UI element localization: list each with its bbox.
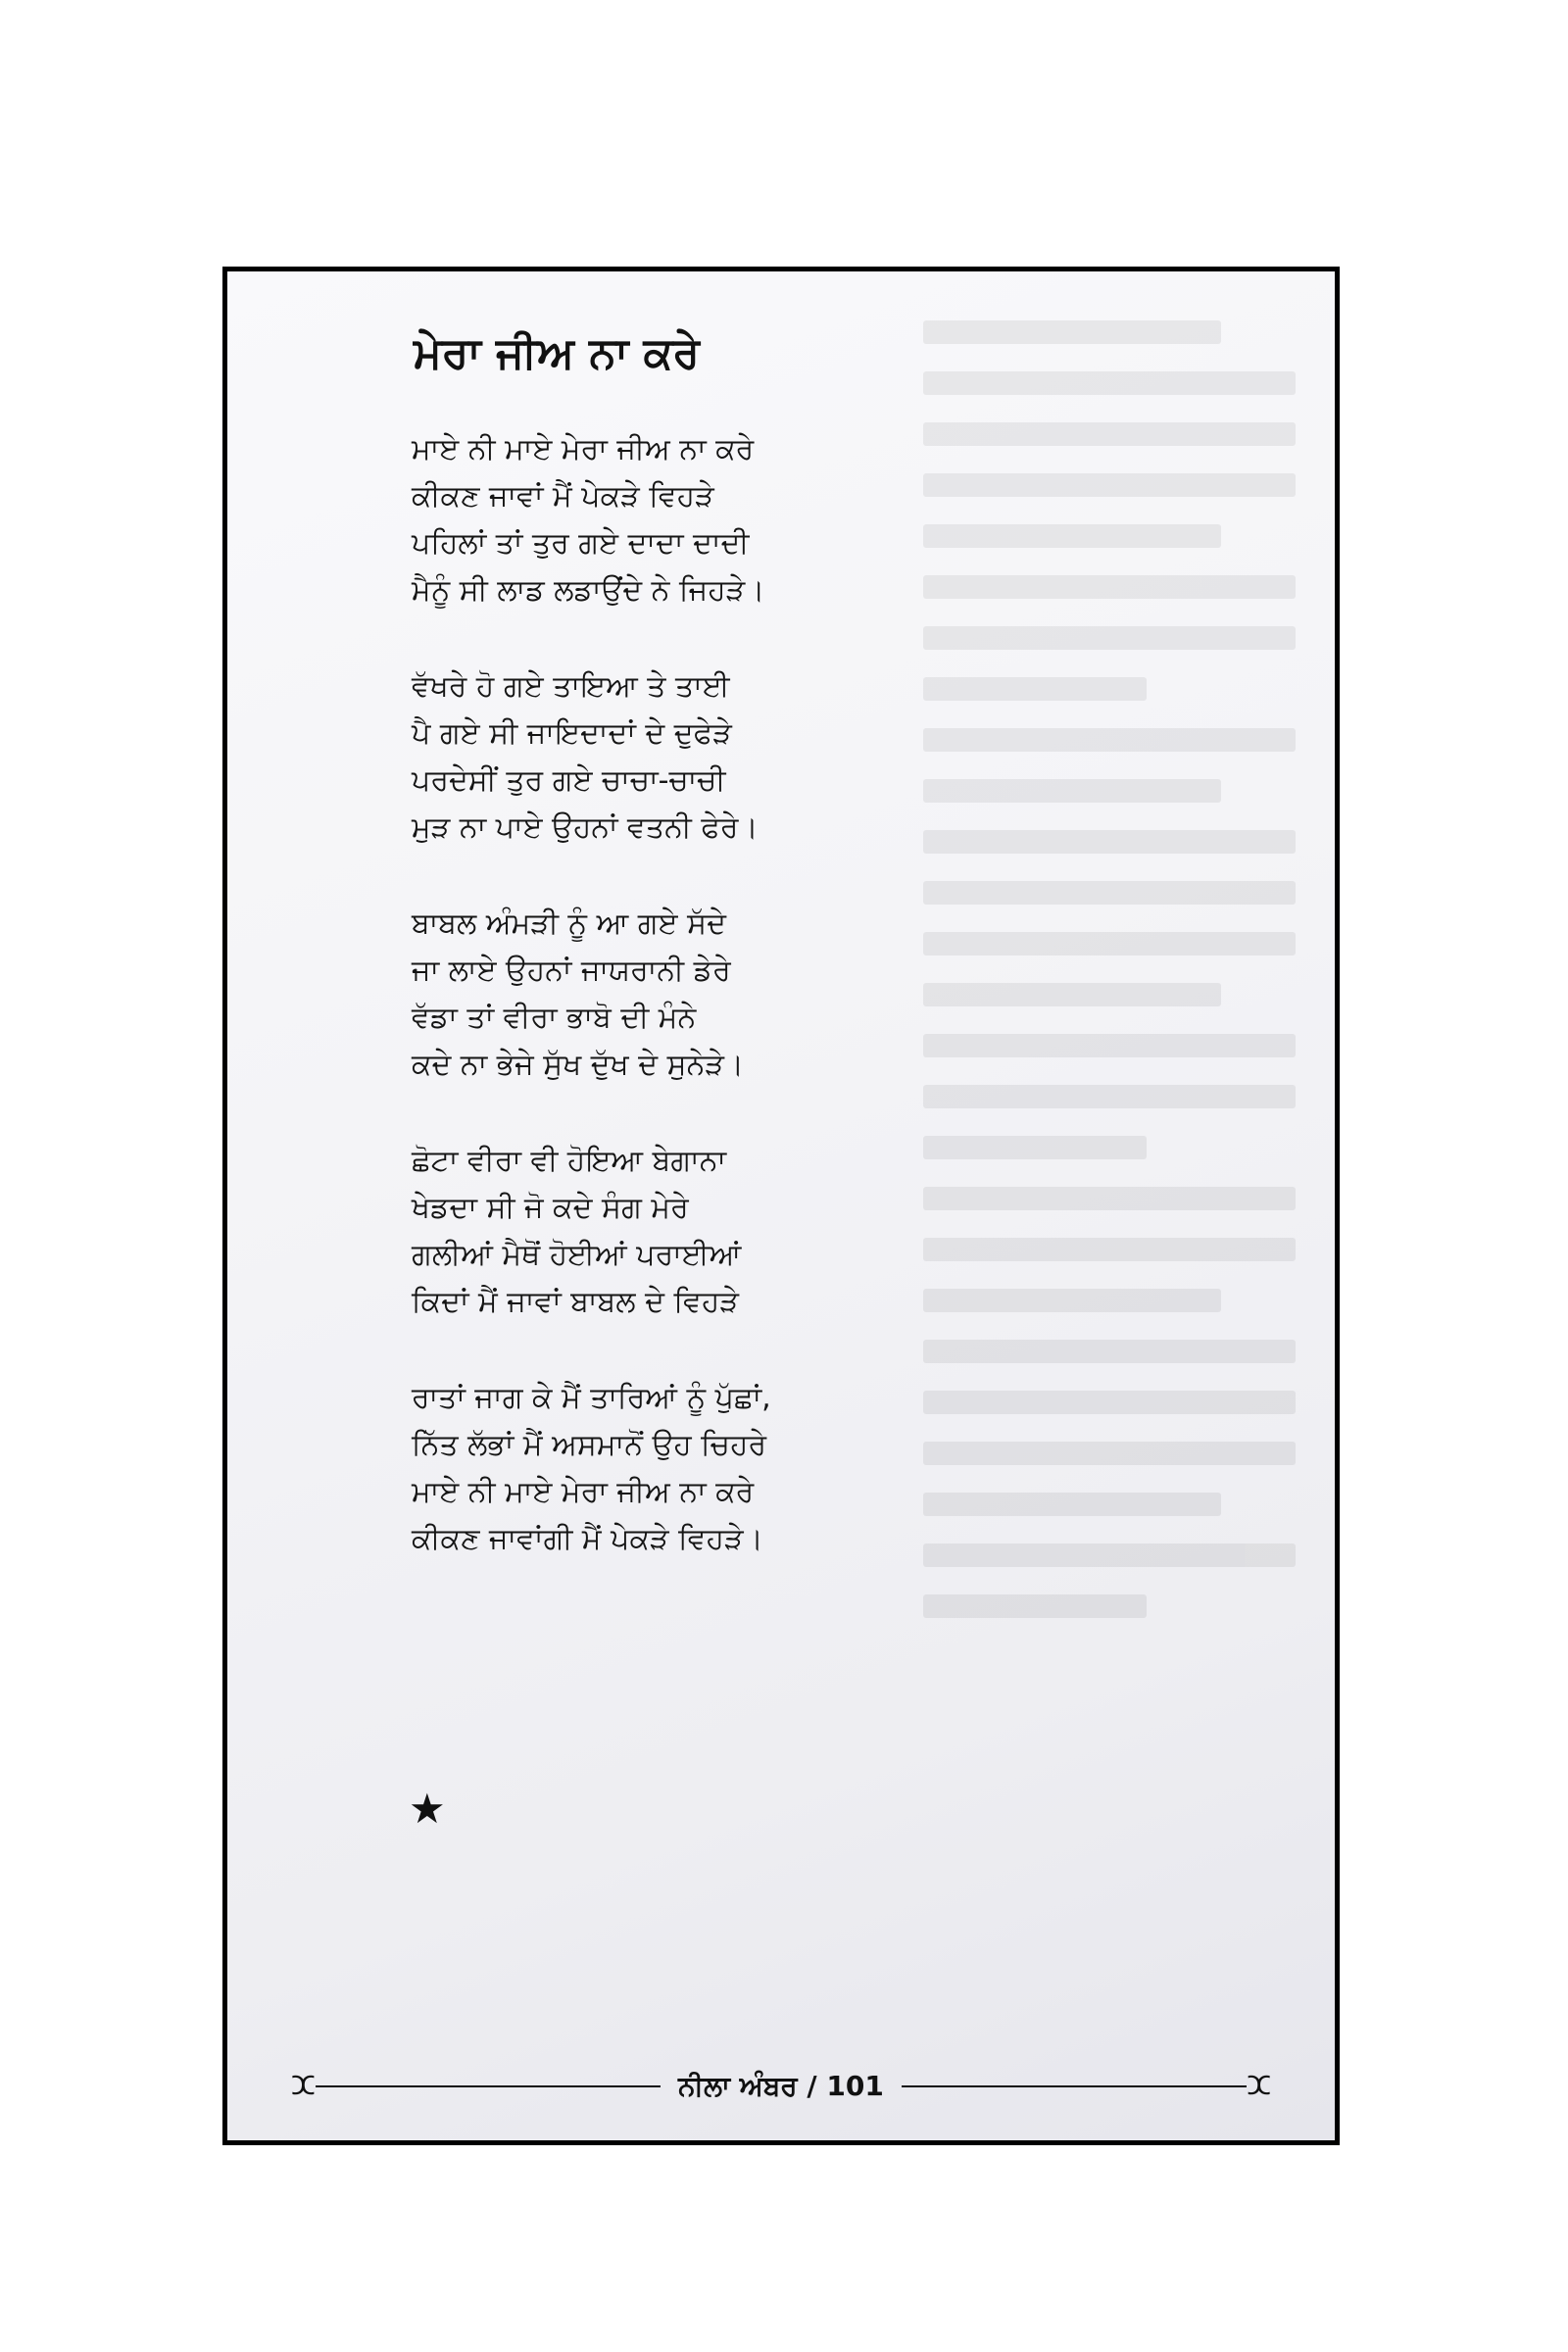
footer-rule-right	[902, 2085, 1247, 2087]
poem-line: ਪੈ ਗਏ ਸੀ ਜਾਇਦਾਦਾਂ ਦੇ ਦੁਫੇੜੇ	[412, 716, 732, 751]
star-icon: ★	[409, 1785, 446, 1833]
poem-line: ਮੁੜ ਨਾ ਪਾਏ ਉਹਨਾਂ ਵਤਨੀ ਫੇਰੇ।	[412, 810, 759, 845]
poem-line: ਮਾਏ ਨੀ ਮਾਏ ਮੇਰਾ ਜੀਅ ਨਾ ਕਰੇ	[412, 1475, 755, 1509]
page-number: 101	[826, 2070, 884, 2102]
poem-line: ਪਰਦੇਸੀਂ ਤੁਰ ਗਏ ਚਾਚਾ-ਚਾਚੀ	[412, 763, 726, 798]
poem-line: ਜਾ ਲਾਏ ਉਹਨਾਂ ਜਾਯਰਾਨੀ ਡੇਰੇ	[412, 954, 731, 988]
poem-line: ਕੀਕਣ ਜਾਵਾਂ ਮੈਂ ਪੇਕੜੇ ਵਿਹੜੇ	[412, 479, 714, 514]
poem-line: ਪਹਿਲਾਂ ਤਾਂ ਤੁਰ ਗਏ ਦਾਦਾ ਦਾਦੀ	[412, 526, 750, 561]
right-ornament-icon: ⵋ	[1247, 2072, 1271, 2101]
stanza-5	[412, 1375, 1078, 1563]
page-footer	[291, 2067, 1271, 2106]
poem-line: ਕੀਕਣ ਜਾਵਾਂਗੀ ਮੈਂ ਪੇਕੜੇ ਵਿਹੜੇ।	[412, 1522, 763, 1556]
poem-line: ਮੈਨੂੰ ਸੀ ਲਾਡ ਲਡਾਉਂਦੇ ਨੇ ਜਿਹੜੇ।	[412, 573, 765, 608]
poem-line: ਕਦੇ ਨਾ ਭੇਜੇ ਸੁੱਖ ਦੁੱਖ ਦੇ ਸੁਨੇੜੇ।	[412, 1048, 745, 1082]
footer-label	[661, 2070, 902, 2103]
stanza-3	[412, 901, 1078, 1089]
poem-line: ਮਾਏ ਨੀ ਮਾਏ ਮੇਰਾ ਜੀਅ ਨਾ ਕਰੇ	[412, 432, 755, 466]
stanza-1	[412, 426, 1078, 614]
poem-line: ਵੱਖਰੇ ਹੋ ਗਏ ਤਾਇਆ ਤੇ ਤਾਈ	[412, 669, 730, 704]
poem-line: ਗਲੀਆਂ ਮੈਥੋਂ ਹੋਈਆਂ ਪਰਾਈਆਂ	[412, 1238, 742, 1272]
stanza-4	[412, 1138, 1078, 1326]
footer-rule-left	[316, 2085, 661, 2087]
footer-separator: /	[807, 2070, 817, 2102]
poem-line: ਰਾਤਾਂ ਜਾਗ ਕੇ ਮੈਂ ਤਾਰਿਆਂ ਨੂੰ ਪੁੱਛਾਂ,	[412, 1381, 771, 1415]
poem-line: ਵੱਡਾ ਤਾਂ ਵੀਰਾ ਭਾਬੋ ਦੀ ਮੰਨੇ	[412, 1001, 697, 1035]
poem-line: ਬਾਬਲ ਅੰਮੜੀ ਨੂੰ ਆ ਗਏ ਸੱਦੇ	[412, 906, 726, 941]
poem-line: ਛੋਟਾ ਵੀਰਾ ਵੀ ਹੋਇਆ ਬੇਗਾਨਾ	[412, 1144, 727, 1178]
poem-line: ਖੇਡਦਾ ਸੀ ਜੋ ਕਦੇ ਸੰਗ ਮੇਰੇ	[412, 1191, 689, 1225]
book-page	[222, 267, 1340, 2145]
stanza-2	[412, 663, 1078, 852]
poem-title: ਮੇਰਾ ਜੀਅ ਨਾ ਕਰੇ	[414, 328, 700, 378]
book-title: ਨੀਲਾ ਅੰਬਰ	[678, 2070, 798, 2102]
poem-body	[412, 426, 1078, 1612]
left-ornament-icon: ⵋ	[291, 2072, 316, 2101]
poem-line: ਕਿਦਾਂ ਮੈਂ ਜਾਵਾਂ ਬਾਬਲ ਦੇ ਵਿਹੜੇ	[412, 1285, 739, 1319]
poem-line: ਨਿੱਤ ਲੱਭਾਂ ਮੈਂ ਅਸਮਾਨੋਂ ਉਹ ਚਿਹਰੇ	[412, 1428, 767, 1462]
